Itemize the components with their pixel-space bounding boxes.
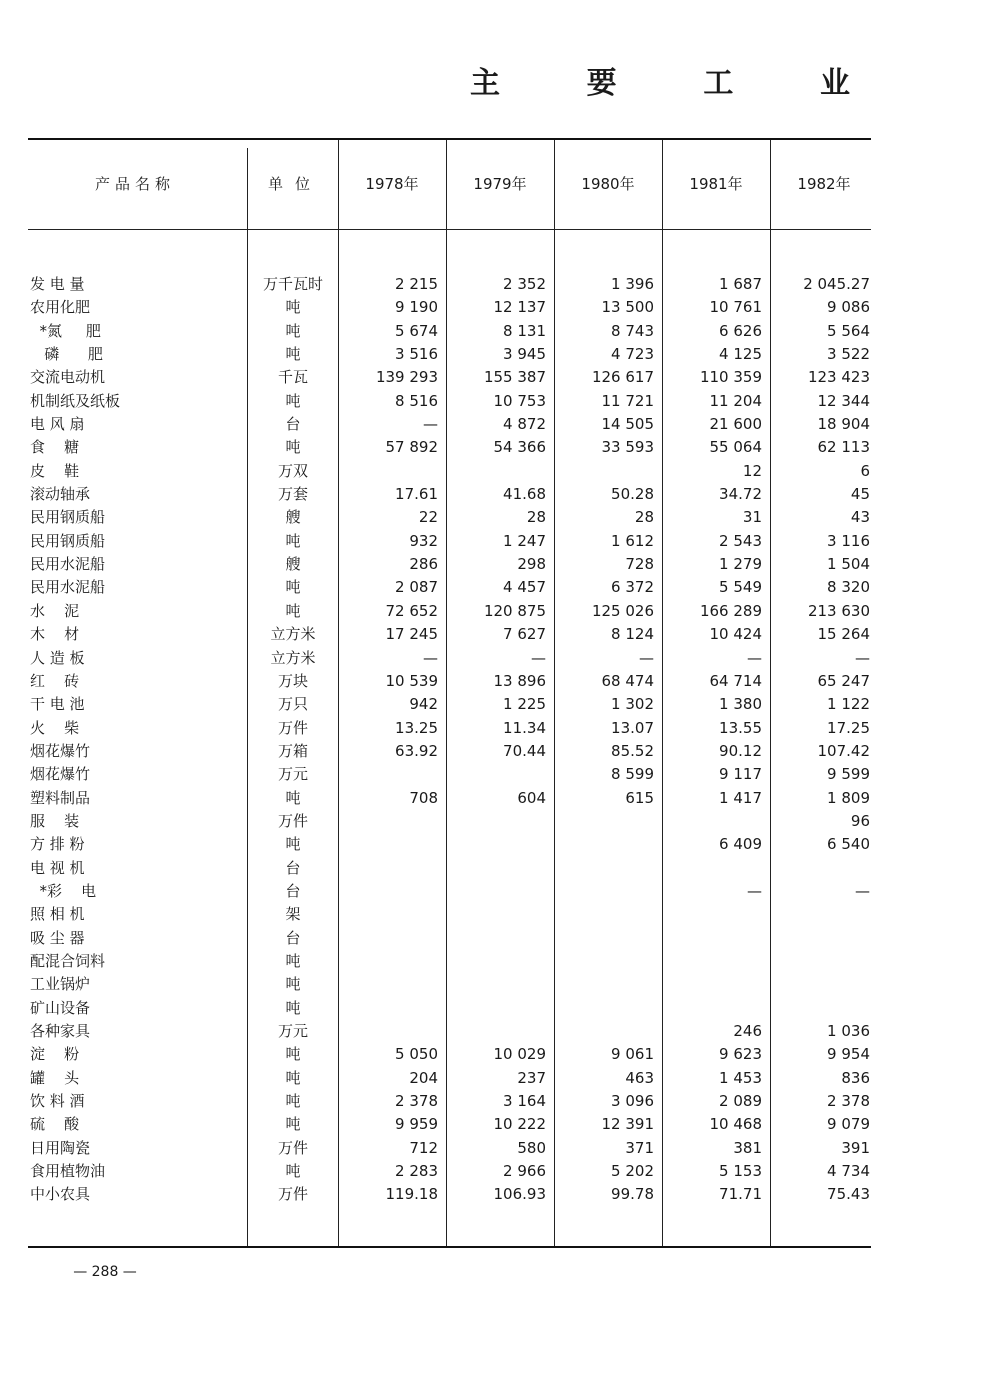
value-cell-1982: 3 522	[827, 345, 870, 364]
table-row	[0, 833, 1000, 856]
value-cell-1982: 6	[860, 461, 870, 480]
value-cell-1978: 22	[418, 508, 438, 527]
unit-cell: 万千瓦时	[262, 275, 323, 293]
unit-cell: 台	[285, 928, 301, 947]
unit-cell: 万件	[277, 811, 308, 830]
value-cell-1980: 68 474	[601, 671, 654, 690]
product-name-cell: 烟花爆竹	[30, 741, 91, 760]
value-cell-1982: 8 320	[827, 578, 870, 597]
unit-cell: 吨	[285, 835, 301, 854]
table-row	[0, 1113, 1000, 1136]
value-cell-1979: 1 247	[503, 531, 546, 550]
unit-cell: 万箱	[277, 741, 308, 760]
value-cell-1982: 9 954	[827, 1045, 870, 1064]
value-cell-1981: 9 117	[719, 765, 762, 784]
value-cell-1981: 31	[742, 508, 762, 527]
value-cell-1979: 3 164	[503, 1092, 546, 1111]
unit-cell: 立方米	[270, 625, 316, 644]
value-cell-1981: 166 289	[699, 601, 762, 620]
header-year-1978: 1978年	[365, 175, 419, 193]
unit-cell: 吨	[285, 345, 301, 364]
product-name-cell: 烟花爆竹	[30, 765, 91, 784]
value-cell-1980: 13.07	[611, 718, 654, 737]
unit-cell: 吨	[285, 438, 301, 457]
value-cell-1980: 1 612	[611, 531, 654, 550]
title-char: 业	[819, 66, 850, 101]
header-year-1979: 1979年	[473, 175, 527, 193]
product-name-cell: 食 糖	[30, 438, 80, 457]
value-cell-1981: 6 409	[719, 835, 762, 854]
product-name-cell: 民用钢质船	[30, 531, 106, 550]
value-cell-1978: —	[423, 648, 438, 667]
product-name-cell: 方 排 粉	[30, 835, 85, 854]
product-name-cell: 饮 料 酒	[30, 1092, 85, 1111]
product-name-cell: 皮 鞋	[30, 461, 80, 480]
table-row	[0, 927, 1000, 950]
table-row	[0, 576, 1000, 599]
value-cell-1978: 17 245	[385, 625, 438, 644]
value-cell-1978: 708	[409, 788, 438, 807]
value-cell-1982: 213 630	[807, 601, 870, 620]
table-row	[0, 950, 1000, 973]
value-cell-1978: 2 378	[395, 1092, 438, 1111]
value-cell-1980: 728	[625, 555, 654, 574]
title-char: 主	[470, 66, 500, 101]
product-name-cell: 红 砖	[30, 671, 80, 690]
value-cell-1982: 9 086	[827, 298, 870, 317]
table-row	[0, 880, 1000, 903]
value-cell-1980: 371	[625, 1138, 654, 1157]
product-name-cell: 淀 粉	[30, 1045, 80, 1064]
table-row	[0, 483, 1000, 506]
value-cell-1978: 204	[409, 1068, 438, 1087]
value-cell-1982: 75.43	[827, 1185, 870, 1204]
unit-cell: 台	[285, 415, 301, 434]
table-row	[0, 693, 1000, 716]
table-row	[0, 763, 1000, 786]
value-cell-1978: 286	[409, 555, 438, 574]
value-cell-1978: —	[423, 415, 438, 434]
value-cell-1979: 1 225	[503, 695, 546, 714]
value-cell-1979: 298	[517, 555, 546, 574]
product-name-cell: 电 视 机	[30, 858, 85, 877]
value-cell-1980: 99.78	[611, 1185, 654, 1204]
product-name-cell: 民用水泥船	[30, 555, 106, 574]
product-name-cell: 滚动轴承	[30, 485, 91, 504]
unit-cell: 吨	[285, 298, 301, 317]
table-bottom-rule	[28, 1246, 871, 1248]
unit-cell: 万套	[277, 485, 308, 504]
value-cell-1980: 1 302	[611, 695, 654, 714]
product-name-cell: 电 风 扇	[30, 415, 85, 434]
value-cell-1978: 10 539	[385, 671, 438, 690]
table-row	[0, 670, 1000, 693]
unit-cell: 吨	[285, 951, 301, 970]
product-name-cell: 交流电动机	[30, 368, 106, 387]
header-unit: 单位	[267, 175, 322, 193]
value-cell-1978: 57 892	[385, 438, 438, 457]
unit-cell: 万元	[277, 1022, 308, 1040]
product-name-cell: 木 材	[30, 625, 80, 644]
value-cell-1981: 2 543	[719, 531, 762, 550]
unit-cell: 台	[285, 881, 301, 900]
value-cell-1980: 28	[634, 508, 654, 527]
value-cell-1982: 17.25	[827, 718, 870, 737]
table-row	[0, 1090, 1000, 1113]
table-row	[0, 436, 1000, 459]
unit-cell: 万件	[277, 1185, 308, 1204]
value-cell-1982: 2 378	[827, 1092, 870, 1111]
table-row	[0, 787, 1000, 810]
value-cell-1981: 34.72	[719, 485, 762, 504]
value-cell-1981: 1 417	[719, 788, 762, 807]
unit-cell: 万件	[277, 718, 308, 737]
title-char: 要	[586, 66, 617, 101]
value-cell-1982: 2 045.27	[803, 275, 870, 293]
value-cell-1981: 11 204	[709, 391, 762, 410]
header-year-1981: 1981年	[689, 175, 743, 193]
product-name-cell: 矿山设备	[30, 998, 91, 1017]
value-cell-1980: 8 743	[611, 321, 654, 340]
product-name-cell: 机制纸及纸板	[30, 391, 121, 410]
value-cell-1980: 6 372	[611, 578, 654, 597]
value-cell-1982: 4 734	[827, 1162, 870, 1181]
value-cell-1978: 13.25	[395, 718, 438, 737]
unit-cell: 吨	[285, 531, 301, 550]
table-header-rule	[28, 229, 871, 230]
product-name-cell: 配混合饲料	[30, 951, 106, 970]
value-cell-1979: 4 457	[503, 578, 546, 597]
table-row	[0, 366, 1000, 389]
value-cell-1981: 1 687	[719, 275, 762, 293]
unit-cell: 台	[285, 858, 301, 877]
value-cell-1981: 381	[733, 1138, 762, 1157]
value-cell-1978: 712	[409, 1138, 438, 1157]
value-cell-1979: 4 872	[503, 415, 546, 434]
value-cell-1979: 237	[517, 1068, 546, 1087]
value-cell-1978: 2 283	[395, 1162, 438, 1181]
table-row	[0, 740, 1000, 763]
value-cell-1982: 9 599	[827, 765, 870, 784]
product-name-cell: 民用水泥船	[30, 578, 106, 597]
value-cell-1981: 12	[742, 461, 762, 480]
value-cell-1978: 8 516	[395, 391, 438, 410]
value-cell-1982: 836	[841, 1068, 870, 1087]
value-cell-1981: 10 761	[709, 298, 762, 317]
value-cell-1980: 1 396	[611, 275, 654, 293]
value-cell-1981: 2 089	[719, 1092, 762, 1111]
value-cell-1981: 10 468	[709, 1115, 762, 1134]
value-cell-1982: 3 116	[827, 531, 870, 550]
value-cell-1981: 64 714	[709, 671, 762, 690]
value-cell-1982: 96	[850, 811, 870, 830]
table-row	[0, 460, 1000, 483]
value-cell-1978: 72 652	[385, 601, 438, 620]
value-cell-1981: 90.12	[719, 741, 762, 760]
value-cell-1982: 5 564	[827, 321, 870, 340]
value-cell-1978: 932	[409, 531, 438, 550]
unit-cell: 吨	[285, 1162, 301, 1181]
product-name-cell: 塑料制品	[30, 788, 91, 807]
value-cell-1980: 14 505	[601, 415, 654, 434]
value-cell-1979: 106.93	[493, 1185, 546, 1204]
unit-cell: 吨	[285, 998, 301, 1017]
value-cell-1982: 18 904	[817, 415, 870, 434]
value-cell-1978: 9 190	[395, 298, 438, 317]
value-cell-1980: 615	[625, 788, 654, 807]
table-top-rule	[28, 138, 871, 140]
value-cell-1980: 9 061	[611, 1045, 654, 1064]
table-row	[0, 320, 1000, 343]
value-cell-1982: 123 423	[807, 368, 870, 387]
value-cell-1980: —	[639, 648, 654, 667]
value-cell-1979: 2 966	[503, 1162, 546, 1181]
table-row	[0, 623, 1000, 646]
value-cell-1982: 6 540	[827, 835, 870, 854]
table-row	[0, 506, 1000, 529]
value-cell-1982: 1 504	[827, 555, 870, 574]
table-row	[0, 717, 1000, 740]
unit-cell: 吨	[285, 1045, 301, 1064]
unit-cell: 吨	[285, 601, 301, 620]
value-cell-1980: 3 096	[611, 1092, 654, 1111]
unit-cell: 吨	[285, 1092, 301, 1111]
table-row	[0, 530, 1000, 553]
table-row	[0, 600, 1000, 623]
product-name-cell: 工业锅炉	[30, 975, 91, 994]
value-cell-1982: 65 247	[817, 671, 870, 690]
product-name-cell: 人 造 板	[30, 648, 85, 667]
table-row	[0, 903, 1000, 926]
unit-cell: 万元	[277, 765, 308, 784]
value-cell-1979: 28	[526, 508, 546, 527]
product-name-cell: 照 相 机	[30, 905, 85, 924]
value-cell-1981: 13.55	[719, 718, 762, 737]
value-cell-1979: 604	[517, 788, 546, 807]
value-cell-1982: —	[855, 648, 870, 667]
unit-cell: 吨	[285, 788, 301, 807]
table-row	[0, 973, 1000, 996]
value-cell-1979: 580	[517, 1138, 546, 1157]
unit-cell: 吨	[285, 321, 301, 340]
unit-cell: 架	[285, 905, 301, 924]
value-cell-1979: 2 352	[503, 275, 546, 293]
product-name-cell: 火 柴	[30, 718, 80, 737]
value-cell-1980: 11 721	[601, 391, 654, 410]
value-cell-1981: 246	[733, 1022, 762, 1040]
value-cell-1980: 13 500	[601, 298, 654, 317]
unit-cell: 万件	[277, 1138, 308, 1157]
product-name-cell: *彩 电	[30, 881, 97, 900]
unit-cell: 吨	[285, 1068, 301, 1087]
value-cell-1980: 8 124	[611, 625, 654, 644]
table-row	[0, 390, 1000, 413]
value-cell-1981: 4 125	[719, 345, 762, 364]
value-cell-1978: 942	[409, 695, 438, 714]
value-cell-1978: 3 516	[395, 345, 438, 364]
value-cell-1979: —	[531, 648, 546, 667]
unit-cell: 万只	[277, 695, 308, 714]
page-number: — 288 —	[73, 1264, 137, 1280]
header-product-name: 产品名称	[94, 175, 175, 193]
value-cell-1982: 1 809	[827, 788, 870, 807]
value-cell-1979: 155 387	[483, 368, 546, 387]
product-name-cell: 硫 酸	[30, 1115, 80, 1134]
table-row	[0, 413, 1000, 436]
product-name-cell: 中小农具	[30, 1185, 91, 1204]
product-name-cell: 发 电 量	[30, 275, 85, 293]
table-row	[0, 1043, 1000, 1066]
product-name-cell: 各种家具	[30, 1022, 91, 1040]
table-body	[0, 273, 1000, 1207]
value-cell-1981: 1 380	[719, 695, 762, 714]
unit-cell: 千瓦	[277, 368, 308, 387]
unit-cell: 吨	[285, 391, 301, 410]
value-cell-1981: 55 064	[709, 438, 762, 457]
unit-cell: 万块	[277, 671, 308, 690]
value-cell-1978: 9 959	[395, 1115, 438, 1134]
value-cell-1980: 463	[625, 1068, 654, 1087]
value-cell-1978: 139 293	[375, 368, 438, 387]
unit-cell: 万双	[277, 461, 308, 480]
value-cell-1979: 70.44	[503, 741, 546, 760]
unit-cell: 吨	[285, 975, 301, 994]
value-cell-1979: 13 896	[493, 671, 546, 690]
value-cell-1979: 3 945	[503, 345, 546, 364]
value-cell-1981: —	[747, 648, 762, 667]
value-cell-1979: 54 366	[493, 438, 546, 457]
value-cell-1980: 85.52	[611, 741, 654, 760]
value-cell-1982: 391	[841, 1138, 870, 1157]
value-cell-1980: 5 202	[611, 1162, 654, 1181]
value-cell-1982: 1 122	[827, 695, 870, 714]
value-cell-1981: 21 600	[709, 415, 762, 434]
value-cell-1980: 125 026	[591, 601, 654, 620]
table-row	[0, 857, 1000, 880]
value-cell-1982: 9 079	[827, 1115, 870, 1134]
product-name-cell: *氮 肥	[30, 321, 101, 340]
value-cell-1979: 7 627	[503, 625, 546, 644]
table-row	[0, 273, 1000, 296]
product-name-cell: 服 装	[30, 811, 80, 830]
value-cell-1982: 45	[850, 485, 870, 504]
value-cell-1980: 33 593	[601, 438, 654, 457]
table-row	[0, 1183, 1000, 1206]
value-cell-1978: 17.61	[395, 485, 438, 504]
value-cell-1979: 12 137	[493, 298, 546, 317]
value-cell-1981: 71.71	[719, 1185, 762, 1204]
product-name-cell: 民用钢质船	[30, 508, 106, 527]
value-cell-1979: 8 131	[503, 321, 546, 340]
table-row	[0, 553, 1000, 576]
table-row	[0, 1067, 1000, 1090]
product-name-cell: 日用陶瓷	[30, 1138, 91, 1157]
value-cell-1980: 126 617	[591, 368, 654, 387]
unit-cell: 立方米	[270, 648, 316, 667]
value-cell-1981: 6 626	[719, 321, 762, 340]
value-cell-1981: 9 623	[719, 1045, 762, 1064]
value-cell-1981: 1 453	[719, 1068, 762, 1087]
value-cell-1980: 12 391	[601, 1115, 654, 1134]
value-cell-1982: 1 036	[827, 1022, 870, 1040]
unit-cell: 艘	[285, 508, 301, 527]
value-cell-1981: 5 153	[719, 1162, 762, 1181]
value-cell-1979: 41.68	[503, 485, 546, 504]
value-cell-1982: 12 344	[817, 391, 870, 410]
header-year-1980: 1980年	[581, 175, 635, 193]
table-row	[0, 1160, 1000, 1183]
value-cell-1978: 5 674	[395, 321, 438, 340]
header-year-1982: 1982年	[797, 175, 851, 193]
table-row	[0, 1137, 1000, 1160]
value-cell-1982: —	[855, 881, 870, 900]
value-cell-1979: 10 222	[493, 1115, 546, 1134]
value-cell-1979: 10 029	[493, 1045, 546, 1064]
value-cell-1978: 2 087	[395, 578, 438, 597]
product-name-cell: 干 电 池	[30, 695, 85, 714]
page-title	[470, 58, 850, 102]
unit-cell: 艘	[285, 555, 301, 574]
value-cell-1981: —	[747, 881, 762, 900]
table-row	[0, 343, 1000, 366]
table-row	[0, 810, 1000, 833]
value-cell-1980: 4 723	[611, 345, 654, 364]
value-cell-1979: 11.34	[503, 718, 546, 737]
product-name-cell: 水 泥	[30, 601, 80, 620]
table-row	[0, 647, 1000, 670]
value-cell-1982: 62 113	[817, 438, 870, 457]
value-cell-1981: 1 279	[719, 555, 762, 574]
unit-cell: 吨	[285, 1115, 301, 1134]
product-name-cell: 吸 尘 器	[30, 928, 85, 947]
value-cell-1982: 15 264	[817, 625, 870, 644]
value-cell-1978: 2 215	[395, 275, 438, 293]
table-row	[0, 997, 1000, 1020]
product-name-cell: 农用化肥	[30, 298, 91, 317]
value-cell-1978: 119.18	[385, 1185, 438, 1204]
product-name-cell: 食用植物油	[30, 1162, 106, 1181]
value-cell-1978: 5 050	[395, 1045, 438, 1064]
value-cell-1982: 43	[850, 508, 870, 527]
product-name-cell: 罐 头	[30, 1068, 80, 1087]
value-cell-1981: 110 359	[699, 368, 762, 387]
value-cell-1981: 10 424	[709, 625, 762, 644]
value-cell-1979: 120 875	[483, 601, 546, 620]
value-cell-1978: 63.92	[395, 741, 438, 760]
value-cell-1980: 8 599	[611, 765, 654, 784]
table-row	[0, 296, 1000, 319]
table-row	[0, 1020, 1000, 1043]
value-cell-1982: 107.42	[817, 741, 870, 760]
value-cell-1980: 50.28	[611, 485, 654, 504]
value-cell-1979: 10 753	[493, 391, 546, 410]
unit-cell: 吨	[285, 578, 301, 597]
product-name-cell: 磷 肥	[30, 345, 103, 364]
value-cell-1981: 5 549	[719, 578, 762, 597]
title-char: 工	[703, 66, 734, 101]
